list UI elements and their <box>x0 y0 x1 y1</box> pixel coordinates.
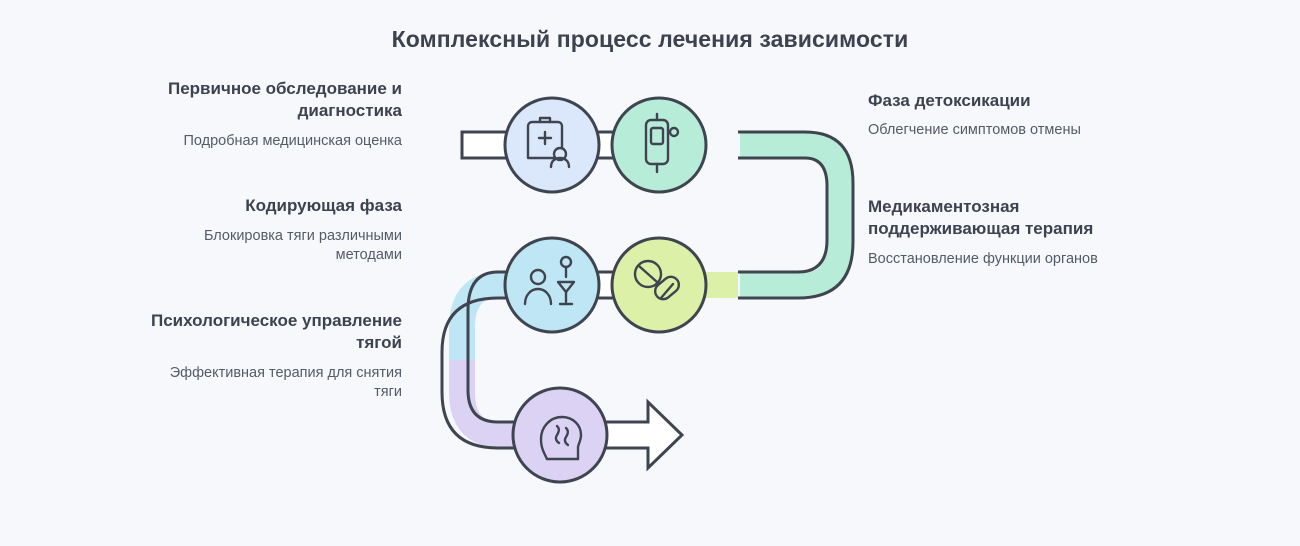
label-block-detox <box>868 90 1128 141</box>
label-block-coding <box>150 195 402 266</box>
label-block-psychology <box>150 310 402 403</box>
label-heading-coding: Кодирующая фаза <box>245 196 402 216</box>
node-coding[interactable] <box>505 238 599 332</box>
left-label-column <box>150 78 402 403</box>
node-assessment-circle <box>505 98 599 192</box>
node-medication[interactable] <box>612 238 706 332</box>
ribbon-green <box>740 145 840 285</box>
label-sub-assessment: Подробная медицинская оценка <box>183 132 402 149</box>
label-sub-medication: Восстановление функции органов <box>868 250 1098 267</box>
label-block-assessment <box>150 78 402 151</box>
right-label-column <box>868 90 1128 269</box>
page-title: Комплексный процесс лечения зависимости <box>391 26 909 52</box>
label-heading-assessment: Первичное обследование и диагностика <box>167 79 402 121</box>
label-heading-medication: Медикаментозная поддерживающая терапия <box>868 197 1094 239</box>
process-flow-diagram <box>420 70 890 520</box>
label-block-medication <box>868 196 1128 269</box>
node-psychology-circle <box>513 388 607 482</box>
label-sub-detox: Облегчение симптомов отмены <box>868 122 1081 139</box>
node-detox[interactable] <box>612 98 706 192</box>
label-sub-coding: Блокировка тяги различными методами <box>203 227 402 264</box>
label-heading-psychology: Психологическое управление тягой <box>151 311 402 353</box>
connector-right-turn-inner <box>738 158 827 272</box>
node-assessment[interactable] <box>505 98 599 192</box>
label-sub-psychology: Эффективная терапия для снятия тяги <box>169 364 402 401</box>
node-coding-circle <box>505 238 599 332</box>
node-psychology[interactable] <box>513 388 607 482</box>
label-heading-detox: Фаза детоксикации <box>868 91 1031 110</box>
